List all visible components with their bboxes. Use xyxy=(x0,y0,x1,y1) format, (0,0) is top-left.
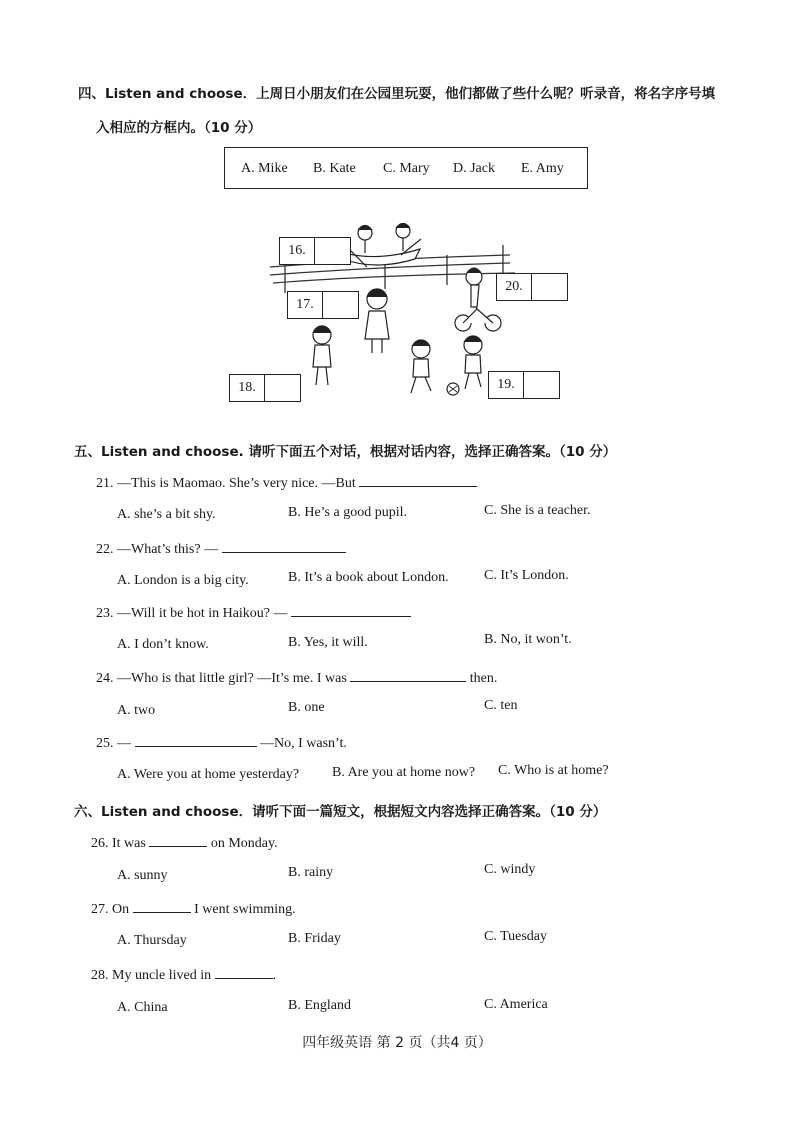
answer-box-16[interactable] xyxy=(279,237,351,265)
option-c[interactable]: C. windy xyxy=(484,862,536,877)
option-c[interactable]: C. America xyxy=(484,997,548,1012)
option-c[interactable]: C. ten xyxy=(484,698,518,713)
question-stem: My uncle lived in xyxy=(112,968,212,983)
question-21 xyxy=(96,474,477,492)
answer-blank[interactable] xyxy=(135,734,257,747)
answer-blank[interactable] xyxy=(133,900,191,913)
question-stem: —Who is that little girl? —It’s me. I was xyxy=(117,671,347,686)
question-stem: —Will it be hot in Haikou? — xyxy=(117,606,288,621)
option-a[interactable]: A. I don’t know. xyxy=(117,637,209,652)
question-stem: It was xyxy=(112,836,146,851)
question-stem-end: on Monday. xyxy=(210,836,278,851)
option-b[interactable]: B. Yes, it will. xyxy=(288,635,368,650)
question-27 xyxy=(91,900,296,918)
option-b[interactable]: B. rainy xyxy=(288,865,334,880)
section4-header-continued: 入相应的方框内。（10 分） xyxy=(96,120,262,136)
answer-box-19[interactable] xyxy=(488,371,560,399)
question-stem: —What’s this? — xyxy=(117,542,219,557)
question-23 xyxy=(96,604,411,622)
question-25 xyxy=(96,734,347,752)
answer-box-number: 19. xyxy=(489,372,524,398)
answer-box-number: 17. xyxy=(288,292,323,318)
option-b[interactable]: B. one xyxy=(288,700,325,715)
question-24 xyxy=(96,669,497,687)
answer-box-number: 20. xyxy=(497,274,532,300)
question-number: 23. xyxy=(96,606,114,621)
option-a[interactable]: A. two xyxy=(117,703,156,718)
option-c[interactable]: C. Who is at home? xyxy=(498,763,609,778)
option-a[interactable]: A. Thursday xyxy=(117,933,187,948)
answer-box-18[interactable] xyxy=(229,374,301,402)
question-22 xyxy=(96,540,346,558)
name-option: C. Mary xyxy=(383,161,430,176)
name-options-box xyxy=(224,147,588,189)
question-stem-end: then. xyxy=(469,671,498,686)
option-a[interactable]: A. China xyxy=(117,1000,168,1015)
option-b[interactable]: B. Friday xyxy=(288,931,341,946)
option-a[interactable]: A. sunny xyxy=(117,868,168,883)
question-stem-end: I went swimming. xyxy=(194,902,296,917)
name-option: D. Jack xyxy=(453,161,495,176)
question-number: 26. xyxy=(91,836,109,851)
section5-header: 五、Listen and choose. 请听下面五个对话，根据对话内容，选择正确答案。（10 分） xyxy=(74,444,617,460)
question-stem-end: . xyxy=(272,968,277,983)
question-number: 28. xyxy=(91,968,109,983)
question-number: 22. xyxy=(96,542,114,557)
option-c[interactable]: C. It’s London. xyxy=(484,568,569,583)
answer-box-number: 18. xyxy=(230,375,265,401)
question-number: 24. xyxy=(96,671,114,686)
option-b[interactable]: B. It’s a book about London. xyxy=(288,570,449,585)
question-number: 27. xyxy=(91,902,109,917)
answer-blank[interactable] xyxy=(350,669,466,682)
name-option: E. Amy xyxy=(521,161,564,176)
question-stem-end: —No, I wasn’t. xyxy=(260,736,347,751)
question-26 xyxy=(91,834,278,852)
question-stem: On xyxy=(112,902,130,917)
question-number: 25. xyxy=(96,736,114,751)
answer-box-number: 16. xyxy=(280,238,315,264)
option-c[interactable]: B. No, it won’t. xyxy=(484,632,572,647)
answer-blank[interactable] xyxy=(215,966,273,979)
name-option: A. Mike xyxy=(241,161,288,176)
answer-blank[interactable] xyxy=(359,474,477,487)
question-stem: —This is Maomao. She’s very nice. —But xyxy=(117,476,356,491)
question-28 xyxy=(91,966,276,984)
answer-blank[interactable] xyxy=(222,540,346,553)
option-a[interactable]: A. London is a big city. xyxy=(117,573,249,588)
option-c[interactable]: C. Tuesday xyxy=(484,929,548,944)
question-number: 21. xyxy=(96,476,114,491)
option-a[interactable]: A. Were you at home yesterday? xyxy=(117,767,300,782)
answer-blank[interactable] xyxy=(149,834,207,847)
option-a[interactable]: A. she’s a bit shy. xyxy=(117,507,216,522)
answer-box-20[interactable] xyxy=(496,273,568,301)
answer-box-17[interactable] xyxy=(287,291,359,319)
answer-blank[interactable] xyxy=(291,604,411,617)
section4-header: 四、Listen and choose．上周日小朋友们在公园里玩耍，他们都做了些什么呢？听录音，将名字序号填 xyxy=(78,86,716,102)
option-b[interactable]: B. Are you at home now? xyxy=(332,765,476,780)
page-footer: 四年级英语 第 2 页（共4 页） xyxy=(302,1035,492,1051)
question-stem: — xyxy=(117,736,131,751)
section6-header: 六、Listen and choose．请听下面一篇短文，根据短文内容选择正确答案。（10 分） xyxy=(74,804,607,820)
option-c[interactable]: C. She is a teacher. xyxy=(484,503,591,518)
option-b[interactable]: B. He’s a good pupil. xyxy=(288,505,407,520)
option-b[interactable]: B. England xyxy=(288,998,351,1013)
name-option: B. Kate xyxy=(313,161,356,176)
